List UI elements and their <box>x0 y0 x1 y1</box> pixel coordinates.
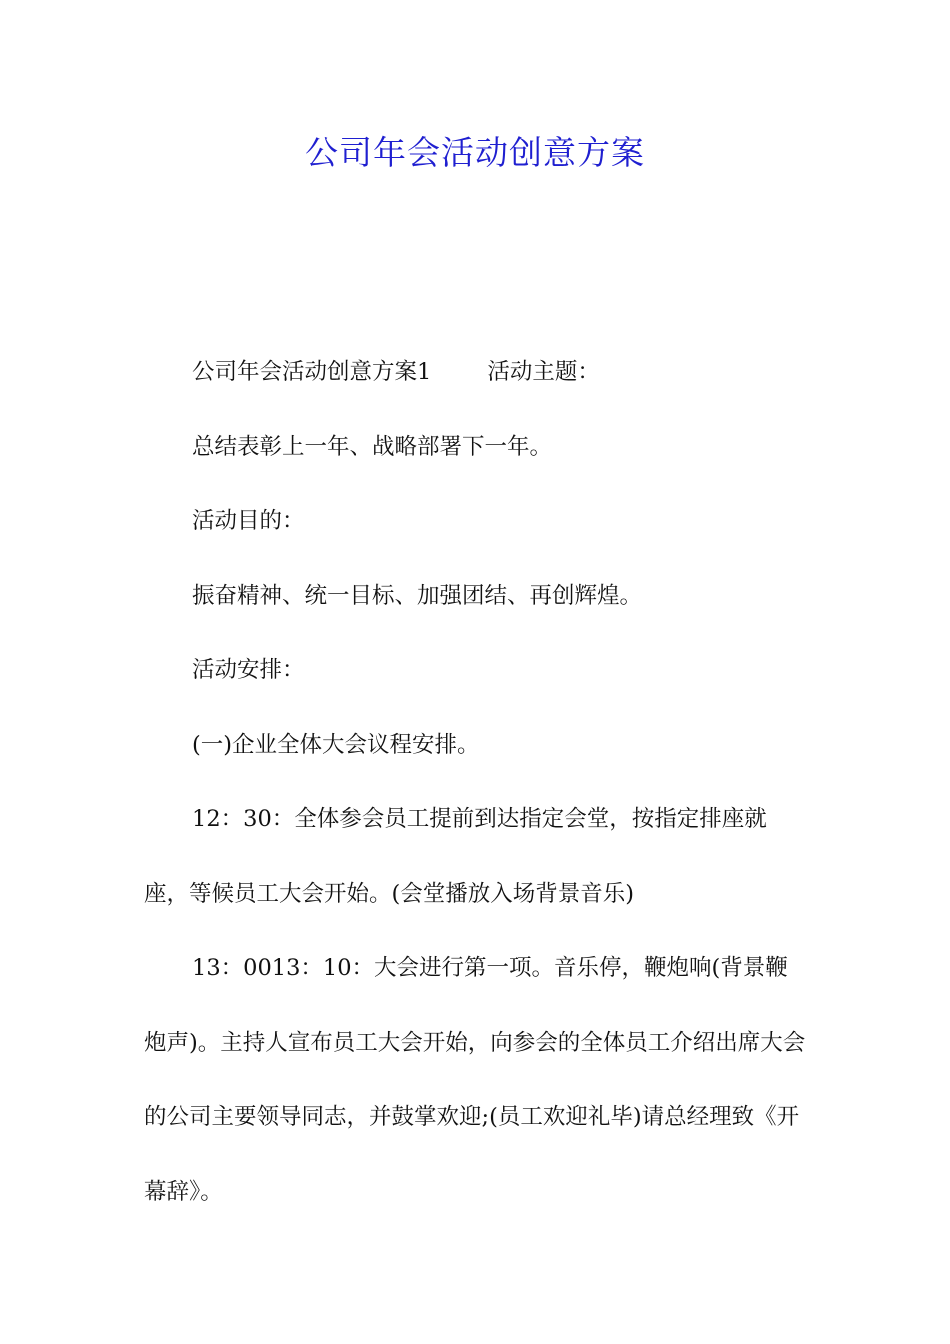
paragraph-intro <box>144 335 808 410</box>
document-title: 公司年会活动创意方案 <box>305 133 645 172</box>
section-heading: 公司年会活动创意方案1 <box>192 359 432 385</box>
paragraph-agenda-heading: (一)企业全体大会议程安排。 <box>192 731 480 758</box>
theme-label: 活动主题： <box>487 359 600 385</box>
paragraph-agenda-1300: 13：0013：10：大会进行第一项。音乐停，鞭炮响(背景鞭炮声)。主持人宣布员工大会开始，向参会的全体员工介绍出席大会的公司主要领导同志，并鼓掌欢迎;(员工欢迎礼毕)请总经理致《开幕辞》。 <box>144 955 806 1205</box>
paragraph-arrangement-label: 活动安排： <box>192 657 305 683</box>
paragraph-agenda-1230: 12：30：全体参会员工提前到达指定会堂，按指定排座就座，等候员工大会开始。(会堂播放入场背景音乐) <box>144 806 767 907</box>
paragraph-purpose-label: 活动目的： <box>192 508 305 534</box>
document-body <box>144 335 808 1229</box>
paragraph-theme: 总结表彰上一年、战略部署下一年。 <box>192 433 553 460</box>
paragraph-purpose: 振奋精神、统一目标、加强团结、再创辉煌。 <box>192 582 643 609</box>
